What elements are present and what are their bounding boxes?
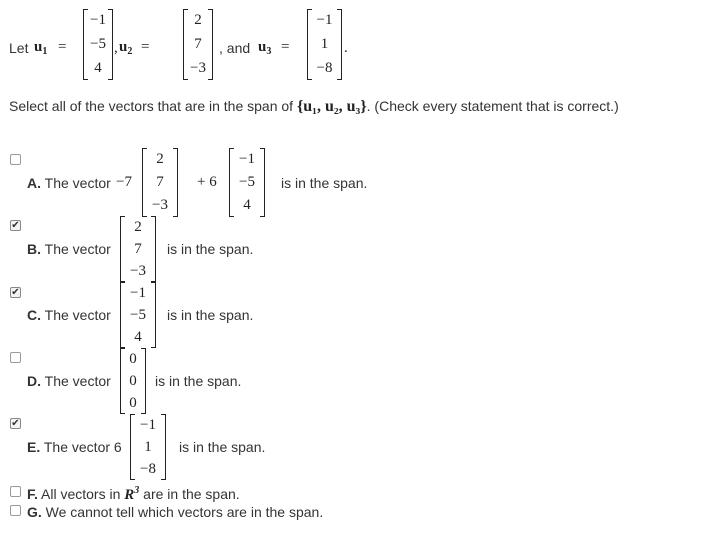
checkmark-icon: ✔: [11, 287, 20, 298]
vector-entry: −5: [130, 306, 146, 323]
option-g-label: G. We cannot tell which vectors are in the span.: [27, 504, 324, 520]
option-b-vector: [120, 216, 156, 282]
vector-entry: 0: [129, 394, 137, 411]
and-text: , and: [219, 40, 251, 56]
equals-sign: =: [281, 39, 290, 55]
vector-entry: −3: [190, 59, 206, 76]
option-a-plus: + 6: [197, 174, 217, 190]
u2-vector: [183, 9, 213, 80]
equals-sign: =: [58, 39, 67, 55]
option-a-label: A. The vector: [27, 175, 111, 191]
vector-entry: 2: [194, 12, 202, 29]
vector-entry: −3: [130, 262, 146, 279]
option-a-vector-1: [142, 148, 178, 217]
option-c-checkbox[interactable]: [10, 287, 21, 298]
option-b-label: B. The vector: [27, 241, 111, 257]
u3-symbol: $u_3$: [258, 39, 272, 57]
checkmark-icon: ✔: [11, 220, 20, 231]
option-b-suffix: is in the span.: [167, 241, 254, 257]
option-a-checkbox[interactable]: [10, 154, 21, 165]
vector-entry: 1: [144, 438, 152, 455]
checkmark-icon: ✔: [11, 418, 20, 429]
r3-space: $R^3$: [124, 485, 140, 503]
u3-vector: [307, 9, 342, 80]
vector-entry: 2: [134, 218, 142, 235]
option-d-vector: [120, 348, 146, 414]
period: .: [344, 40, 348, 56]
vector-entry: −1: [130, 284, 146, 301]
question-prefix: Select all of the vectors that are in the span of: [9, 98, 294, 114]
span-set: {u₁, u₂, u₃}: [296, 98, 367, 115]
vector-entry: −5: [239, 174, 255, 190]
option-e-vector: [130, 414, 166, 480]
vector-entry: 4: [243, 197, 251, 213]
u1-vector: [83, 9, 113, 80]
vector-entry: −8: [316, 59, 333, 76]
option-e-checkbox[interactable]: [10, 418, 21, 429]
option-e-label: E. The vector 6: [27, 439, 122, 455]
vector-entry: 7: [194, 35, 202, 52]
question-suffix: . (Check every statement that is correct.): [366, 98, 619, 114]
vector-entry: −5: [90, 35, 106, 52]
option-a-suffix: is in the span.: [281, 175, 368, 191]
option-a-coef1: −7: [116, 174, 132, 190]
vector-entry: 4: [134, 328, 142, 345]
vector-entry: 7: [156, 174, 164, 190]
vector-entry: −8: [140, 460, 156, 477]
option-f-checkbox[interactable]: [10, 486, 21, 497]
comma: ,: [114, 40, 118, 56]
vector-entry: −3: [152, 197, 168, 213]
vector-entry: 1: [320, 35, 329, 52]
option-g-checkbox[interactable]: [10, 505, 21, 516]
vector-entry: −1: [239, 151, 255, 167]
let-text: Let: [9, 40, 29, 56]
option-f-label: F. All vectors in $R^3$ are in the span.: [27, 485, 240, 503]
vector-entry: −1: [140, 416, 156, 433]
equals-sign: =: [141, 39, 150, 55]
option-d-suffix: is in the span.: [155, 373, 242, 389]
u2-symbol: $u_2$: [119, 39, 133, 57]
vector-entry: 0: [129, 372, 137, 389]
option-c-suffix: is in the span.: [167, 307, 254, 323]
option-c-label: C. The vector: [27, 307, 111, 323]
u1-symbol: $u_1$: [34, 39, 48, 57]
option-e-suffix: is in the span.: [179, 439, 266, 455]
vector-entry: 7: [134, 240, 142, 257]
vector-entry: 0: [129, 350, 137, 367]
vector-entry: −1: [90, 12, 106, 29]
option-c-vector: [120, 282, 156, 348]
option-d-checkbox[interactable]: [10, 352, 21, 363]
option-d-label: D. The vector: [27, 373, 111, 389]
option-a-vector-2: [229, 148, 265, 217]
vector-entry: 4: [94, 59, 102, 76]
vector-entry: 2: [156, 151, 164, 167]
option-b-checkbox[interactable]: [10, 220, 21, 231]
vector-entry: −1: [316, 12, 333, 29]
question-text: [9, 98, 619, 116]
